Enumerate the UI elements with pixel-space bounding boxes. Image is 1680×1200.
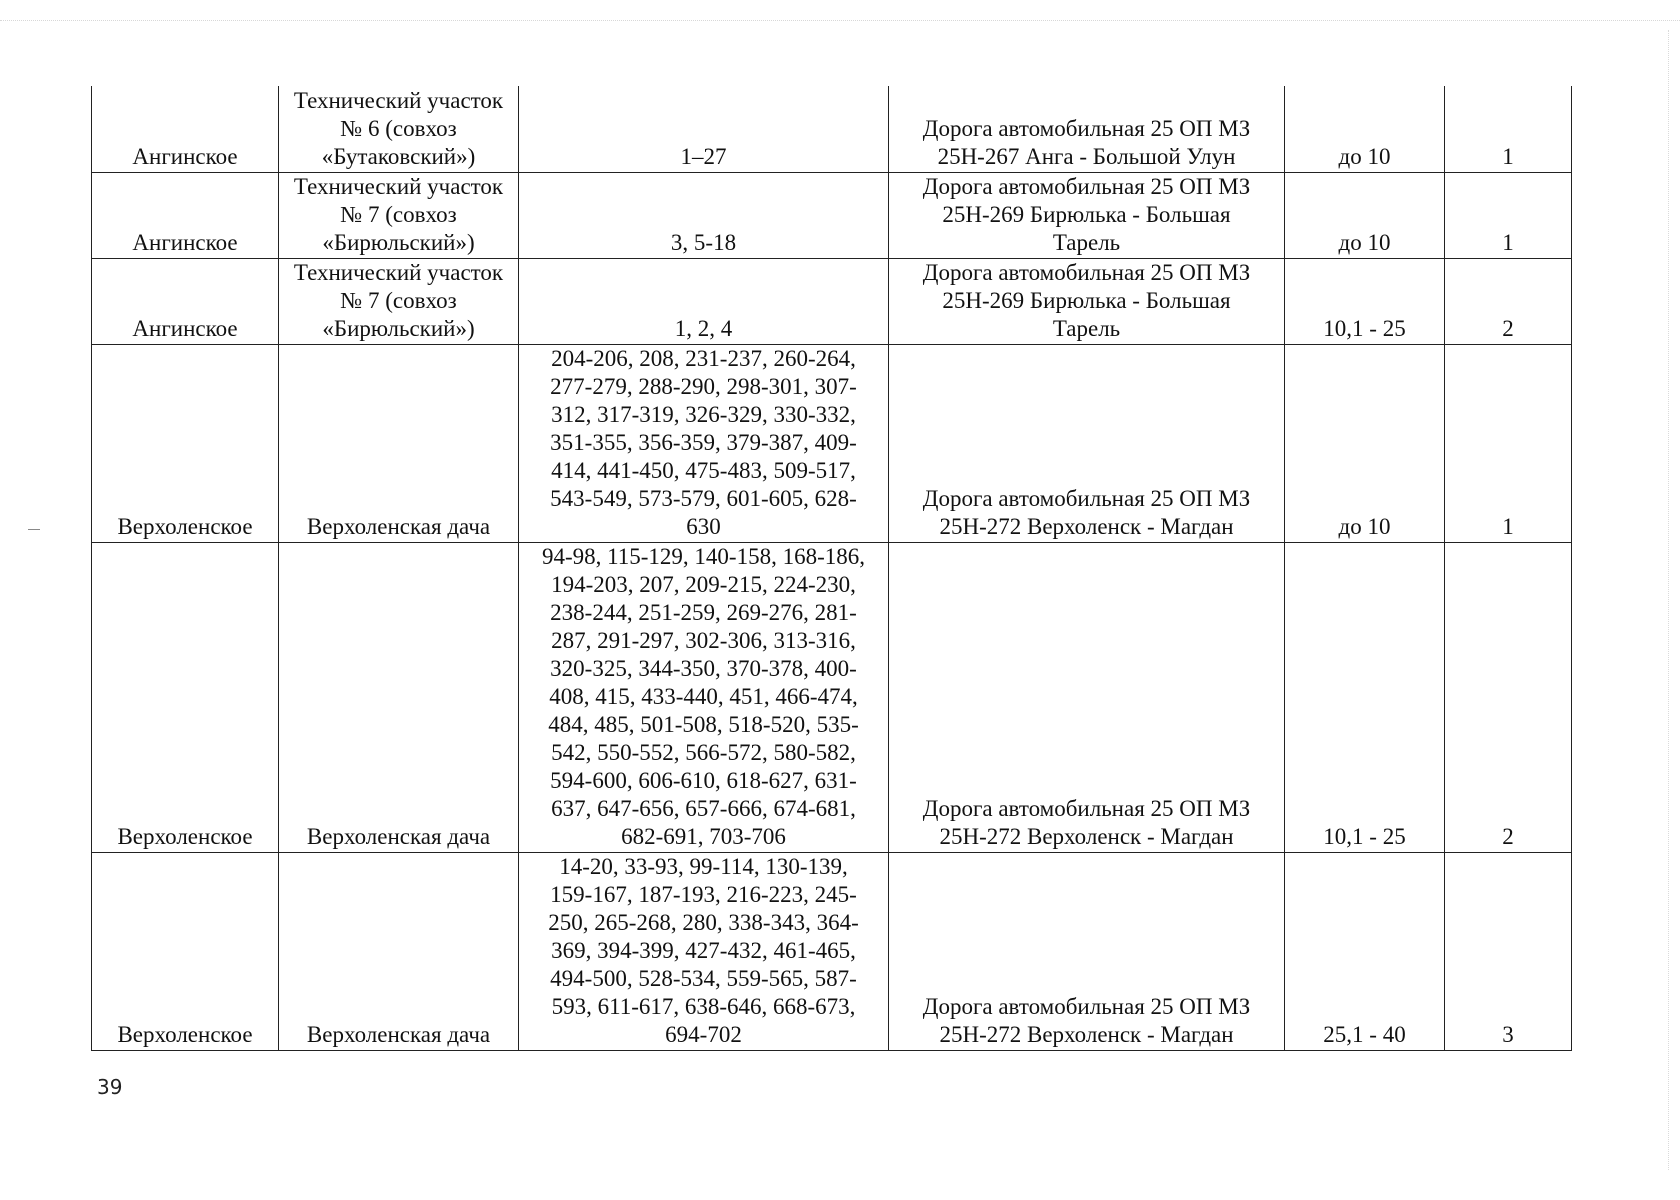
table-row xyxy=(92,852,1572,1050)
road-cell: Дорога автомобильная 25 ОП МЗ 25Н-272 Верхоленск - Магдан xyxy=(889,852,1285,1050)
distance-cell: до 10 xyxy=(1285,344,1445,542)
municipality-cell: Ангинское xyxy=(92,258,279,344)
road-cell: Дорога автомобильная 25 ОП МЗ 25Н-269 Бирюлька - Большая Тарель xyxy=(889,258,1285,344)
site-cell: Верхоленская дача xyxy=(279,542,519,852)
table-row xyxy=(92,86,1572,172)
table-row xyxy=(92,344,1572,542)
scan-artifact-line xyxy=(1668,30,1669,1170)
table-row xyxy=(92,172,1572,258)
municipality-cell: Ангинское xyxy=(92,86,279,172)
table-row xyxy=(92,258,1572,344)
site-cell: Верхоленская дача xyxy=(279,344,519,542)
zone-cell: 1 xyxy=(1445,344,1572,542)
plots-cell: 1–27 xyxy=(519,86,889,172)
road-cell: Дорога автомобильная 25 ОП МЗ 25Н-269 Бирюлька - Большая Тарель xyxy=(889,172,1285,258)
scan-artifact-mark xyxy=(28,529,40,530)
zone-cell: 1 xyxy=(1445,172,1572,258)
road-cell: Дорога автомобильная 25 ОП МЗ 25Н-267 Анга - Большой Улун xyxy=(889,86,1285,172)
data-table xyxy=(91,86,1572,1051)
plots-cell: 204-206, 208, 231-237, 260-264, 277-279, 288-290, 298-301, 307- 312, 317-319, 326-329, 330-332, 351-355, 356-359, 379-387, 409- 414, 441-450, 475-483, 509-517, 543-549, 573-579, 601-605, 628- 630 xyxy=(519,344,889,542)
road-cell: Дорога автомобильная 25 ОП МЗ 25Н-272 Верхоленск - Магдан xyxy=(889,344,1285,542)
distance-cell: 10,1 - 25 xyxy=(1285,542,1445,852)
site-cell: Технический участок № 7 (совхоз «Бирюльский») xyxy=(279,172,519,258)
distance-cell: до 10 xyxy=(1285,86,1445,172)
distance-cell: 10,1 - 25 xyxy=(1285,258,1445,344)
plots-cell: 14-20, 33-93, 99-114, 130-139, 159-167, 187-193, 216-223, 245- 250, 265-268, 280, 338-343, 364- 369, 394-399, 427-432, 461-465, 494-500, 528-534, 559-565, 587- 593, 611-617, 638-646, 668-673, 694-702 xyxy=(519,852,889,1050)
table-row xyxy=(92,542,1572,852)
plots-cell: 3, 5-18 xyxy=(519,172,889,258)
municipality-cell: Верхоленское xyxy=(92,852,279,1050)
municipality-cell: Верхоленское xyxy=(92,344,279,542)
plots-cell: 94-98, 115-129, 140-158, 168-186, 194-203, 207, 209-215, 224-230, 238-244, 251-259, 269-276, 281- 287, 291-297, 302-306, 313-316, 320-325, 344-350, 370-378, 400- 408, 415, 433-440, 451, 466-474, 484, 485, 501-508, 518-520, 535- 542, 550-552, 566-572, 580-582, 594-600, 606-610, 618-627, 631- 637, 647-656, 657-666, 674-681, 682-691, 703-706 xyxy=(519,542,889,852)
municipality-cell: Ангинское xyxy=(92,172,279,258)
site-cell: Верхоленская дача xyxy=(279,852,519,1050)
plots-cell: 1, 2, 4 xyxy=(519,258,889,344)
scan-artifact-line xyxy=(0,20,1680,21)
distance-cell: до 10 xyxy=(1285,172,1445,258)
distance-cell: 25,1 - 40 xyxy=(1285,852,1445,1050)
page-number: 39 xyxy=(97,1075,123,1099)
zone-cell: 2 xyxy=(1445,542,1572,852)
municipality-cell: Верхоленское xyxy=(92,542,279,852)
zone-cell: 3 xyxy=(1445,852,1572,1050)
site-cell: Технический участок № 7 (совхоз «Бирюльский») xyxy=(279,258,519,344)
site-cell: Технический участок № 6 (совхоз «Бутаковский») xyxy=(279,86,519,172)
road-cell: Дорога автомобильная 25 ОП МЗ 25Н-272 Верхоленск - Магдан xyxy=(889,542,1285,852)
zone-cell: 2 xyxy=(1445,258,1572,344)
zone-cell: 1 xyxy=(1445,86,1572,172)
